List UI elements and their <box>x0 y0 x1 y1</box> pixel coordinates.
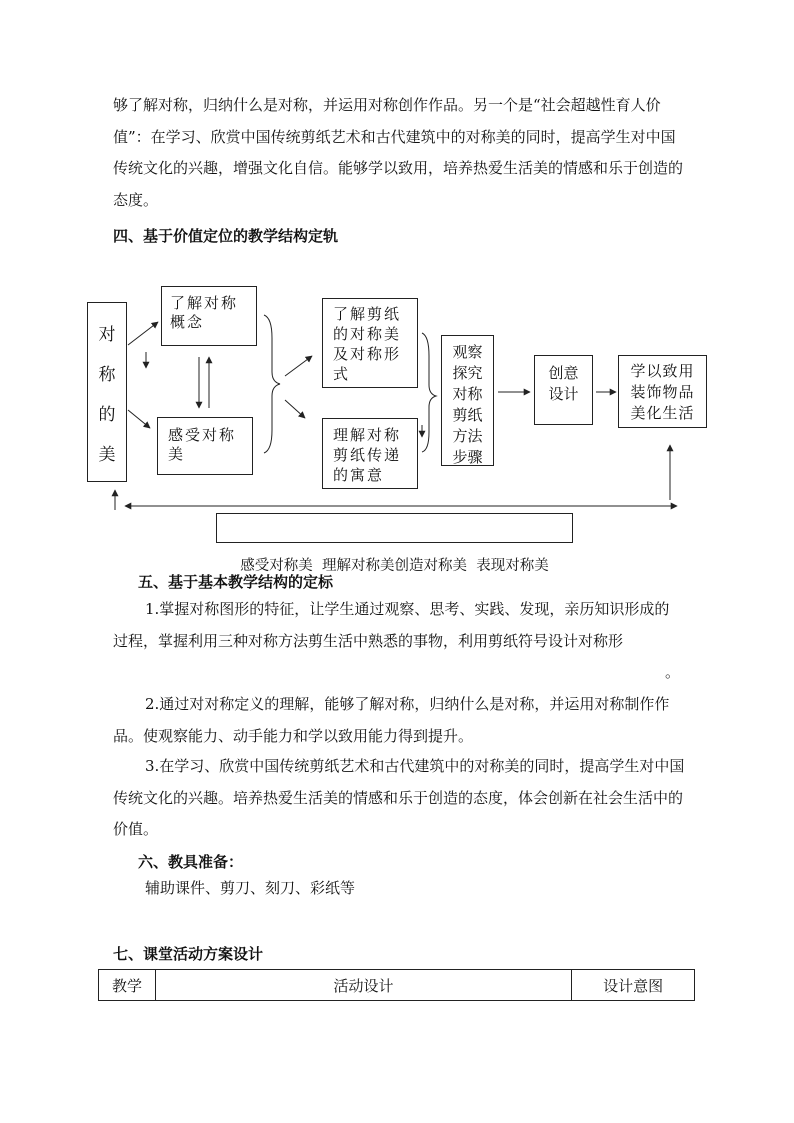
section5-heading: 五、基于基本教学结构的定标 <box>138 573 334 591</box>
box-papercut-forms-text: 了解剪纸的对称美及对称形式 <box>333 305 402 383</box>
box-feel-symmetry-text: 感受对称美 <box>168 426 237 463</box>
bottom-banner <box>216 513 573 574</box>
brace-left <box>264 315 280 453</box>
objective-1-end: 。 <box>665 663 681 681</box>
intro-paragraph: 够了解对称，归纳什么是对称，并运用对称创作作品。另一个是“社会超越性育人价值”：在学习、欣赏中国传统剪纸艺术和古代建筑中的对称美的同时，提高学生对中国传统文化的兴趣，增强文化自信。能够学以致用，培养热爱生活美的情感和乐于创造的态度。 <box>113 96 684 209</box>
arrow-to-forms <box>285 356 312 376</box>
objective-1-text: 1.掌握对称图形的特征，让学生通过观察、思考、实践、发现，亲历知识形成的过程，掌握利用三种对称方法剪生活中熟悉的事物，利用剪纸符号设计对称形 <box>113 600 670 650</box>
box-observe-explore <box>441 335 494 466</box>
box-understand-concept-text: 了解对称概念 <box>170 294 239 331</box>
section6-heading: 六、教具准备： <box>138 853 244 871</box>
table-header-intent: 设计意图 <box>572 970 695 1001</box>
box-creative-design <box>534 355 593 425</box>
objective-3: 3.在学习、欣赏中国传统剪纸艺术和古代建筑中的对称美的同时，提高学生对中国传统文化的兴趣。培养热爱生活美的情感和乐于创造的态度，体会创新在社会生活中的价值。 <box>113 757 685 838</box>
left-box-char: 称 <box>98 365 116 385</box>
activity-table <box>98 969 695 1001</box>
teaching-tools: 辅助课件、剪刀、刻刀、彩纸等 <box>145 879 356 897</box>
left-box-char: 的 <box>98 405 116 425</box>
box-observe-explore-text: 观察探究对称剪纸方法步骤 <box>452 343 483 466</box>
table-header-activity: 活动设计 <box>155 970 571 1001</box>
table-header-row <box>99 970 695 1001</box>
objective-2: 2.通过对对称定义的理解，能够了解对称，归纳什么是对称，并运用对称制作作品。使观察能力、动手能力和学以致用能力得到提升。 <box>113 695 670 745</box>
box-apply-learning-text: 学以致用装饰物品美化生活 <box>630 362 695 422</box>
bottom-banner-text: 感受对称美 理解对称美创造对称美 表现对称美 <box>240 558 549 574</box>
left-box-char: 美 <box>98 445 116 465</box>
box-papercut-forms <box>322 298 418 388</box>
box-papercut-meaning-text: 理解对称剪纸传递的寓意 <box>333 426 402 484</box>
arrow-to-concept <box>128 322 158 345</box>
box-feel-symmetry <box>157 417 253 475</box>
left-box-char: 对 <box>98 325 116 345</box>
box-understand-concept <box>161 286 257 346</box>
table-header-teaching: 教学 <box>99 970 156 1001</box>
brace-right <box>422 333 436 452</box>
section4-heading: 四、基于价值定位的教学结构定轨 <box>113 227 339 245</box>
arrow-to-feel <box>128 410 150 428</box>
arrow-to-meaning <box>285 400 305 418</box>
box-creative-design-text: 创意设计 <box>548 364 579 403</box>
box-apply-learning <box>618 355 707 428</box>
box-papercut-meaning <box>322 418 418 489</box>
box-symmetry-beauty <box>87 302 127 482</box>
section7-heading: 七、课堂活动方案设计 <box>113 945 264 963</box>
objective-1 <box>113 594 678 657</box>
